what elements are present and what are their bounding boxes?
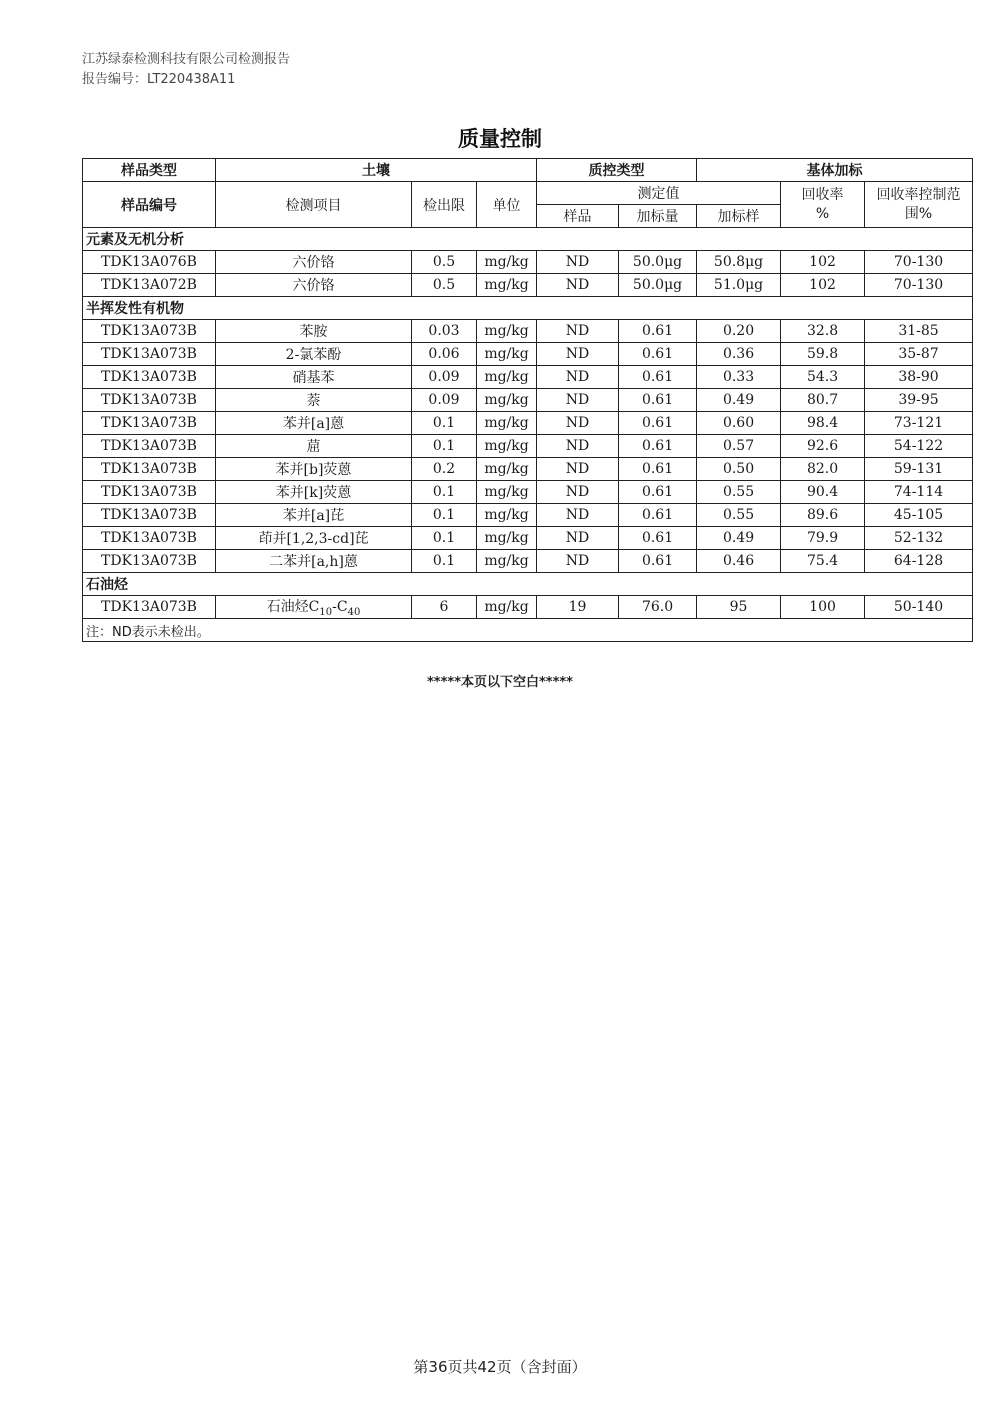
cell-id: TDK13A073B	[83, 320, 216, 343]
cell-id: TDK13A073B	[83, 550, 216, 573]
cell-recovery: 82.0	[781, 458, 865, 481]
cell-item: 苯并[k]荧蒽	[216, 481, 412, 504]
cell-range: 64-128	[865, 550, 973, 573]
cell-spike: 0.61	[619, 481, 697, 504]
cell-recovery: 100	[781, 596, 865, 619]
cell-item: 茚并[1,2,3-cd]芘	[216, 527, 412, 550]
item-dash: -C	[332, 599, 348, 616]
cell-spike: 0.61	[619, 458, 697, 481]
col-measured: 测定值	[537, 182, 781, 205]
cell-spiked: 0.57	[697, 435, 781, 458]
col-recovery	[781, 182, 865, 228]
section-row	[83, 297, 973, 320]
cell-item: 萘	[216, 389, 412, 412]
cell-sample: ND	[537, 274, 619, 297]
cell-unit: mg/kg	[477, 389, 537, 412]
cell-limit: 0.03	[412, 320, 477, 343]
cell-id: TDK13A073B	[83, 504, 216, 527]
cell-range: 38-90	[865, 366, 973, 389]
cell-spike: 76.0	[619, 596, 697, 619]
cell-item	[216, 596, 412, 619]
cell-spike: 0.61	[619, 412, 697, 435]
table-row	[83, 389, 973, 412]
col-sample: 样品	[537, 205, 619, 228]
item-sub2: 40	[347, 606, 361, 618]
cell-spiked: 0.50	[697, 458, 781, 481]
cell-unit: mg/kg	[477, 458, 537, 481]
cell-unit: mg/kg	[477, 527, 537, 550]
cell-range: 73-121	[865, 412, 973, 435]
table-row	[83, 527, 973, 550]
cell-range: 59-131	[865, 458, 973, 481]
cell-recovery: 90.4	[781, 481, 865, 504]
cell-unit: mg/kg	[477, 412, 537, 435]
cell-item: 苯胺	[216, 320, 412, 343]
recovery-label-line1: 回收率	[801, 186, 844, 203]
table-row	[83, 481, 973, 504]
cell-limit: 0.5	[412, 251, 477, 274]
cell-spiked: 51.0μg	[697, 274, 781, 297]
qc-table	[82, 158, 973, 642]
cell-recovery: 89.6	[781, 504, 865, 527]
cell-limit: 0.1	[412, 435, 477, 458]
cell-item: 苯并[b]荧蒽	[216, 458, 412, 481]
section-row	[83, 573, 973, 596]
cell-recovery: 75.4	[781, 550, 865, 573]
cell-item: 苯并[a]芘	[216, 504, 412, 527]
cell-id: TDK13A076B	[83, 251, 216, 274]
page-footer: 第36页共42页（含封面）	[413, 1358, 587, 1376]
cell-item: 二苯并[a,h]蒽	[216, 550, 412, 573]
cell-unit: mg/kg	[477, 274, 537, 297]
item-sub1: 10	[319, 606, 333, 618]
cell-limit: 0.1	[412, 550, 477, 573]
cell-sample: 19	[537, 596, 619, 619]
cell-spike: 0.61	[619, 504, 697, 527]
table-row	[83, 251, 973, 274]
cell-sample: ND	[537, 481, 619, 504]
cell-spike: 0.61	[619, 366, 697, 389]
cell-spiked: 0.49	[697, 527, 781, 550]
cell-sample: ND	[537, 320, 619, 343]
section-title: 元素及无机分析	[83, 228, 973, 251]
cell-sample: ND	[537, 251, 619, 274]
report-header	[82, 50, 290, 90]
col-range	[865, 182, 973, 228]
qc-type-label: 质控类型	[537, 159, 697, 182]
cell-limit: 6	[412, 596, 477, 619]
table-row	[83, 550, 973, 573]
cell-sample: ND	[537, 435, 619, 458]
cell-range: 54-122	[865, 435, 973, 458]
company-line: 江苏绿泰检测科技有限公司检测报告	[82, 52, 291, 67]
item-prefix: 石油烃C	[266, 599, 320, 616]
cell-id: TDK13A073B	[83, 343, 216, 366]
cell-unit: mg/kg	[477, 504, 537, 527]
cell-id: TDK13A072B	[83, 274, 216, 297]
cell-item: 苯并[a]蒽	[216, 412, 412, 435]
table-row	[83, 412, 973, 435]
blank-notice: *****本页以下空白*****	[427, 675, 573, 690]
cell-range: 35-87	[865, 343, 973, 366]
cell-spiked: 0.60	[697, 412, 781, 435]
sample-type-value: 土壤	[216, 159, 537, 182]
section-row	[83, 228, 973, 251]
cell-spike: 0.61	[619, 435, 697, 458]
cell-spiked: 0.49	[697, 389, 781, 412]
table-row	[83, 343, 973, 366]
cell-sample: ND	[537, 343, 619, 366]
cell-limit: 0.09	[412, 389, 477, 412]
range-label-line1: 回收率控制范	[876, 186, 961, 203]
cell-spike: 0.61	[619, 389, 697, 412]
cell-unit: mg/kg	[477, 550, 537, 573]
cell-range: 70-130	[865, 274, 973, 297]
cell-unit: mg/kg	[477, 343, 537, 366]
cell-recovery: 59.8	[781, 343, 865, 366]
cell-unit: mg/kg	[477, 320, 537, 343]
cell-item: 2-氯苯酚	[216, 343, 412, 366]
table-row	[83, 320, 973, 343]
table-row	[83, 596, 973, 619]
cell-unit: mg/kg	[477, 366, 537, 389]
cell-limit: 0.5	[412, 274, 477, 297]
cell-unit: mg/kg	[477, 435, 537, 458]
cell-spiked: 0.36	[697, 343, 781, 366]
cell-item: 䓛	[216, 435, 412, 458]
range-label-line2: 围%	[904, 205, 933, 222]
cell-spiked: 95	[697, 596, 781, 619]
cell-limit: 0.1	[412, 481, 477, 504]
col-spike-amount: 加标量	[619, 205, 697, 228]
cell-item: 六价铬	[216, 251, 412, 274]
section-title: 石油烃	[83, 573, 973, 596]
cell-item: 六价铬	[216, 274, 412, 297]
cell-sample: ND	[537, 389, 619, 412]
cell-id: TDK13A073B	[83, 458, 216, 481]
cell-recovery: 54.3	[781, 366, 865, 389]
cell-recovery: 32.8	[781, 320, 865, 343]
cell-id: TDK13A073B	[83, 435, 216, 458]
cell-spike: 0.61	[619, 320, 697, 343]
cell-recovery: 102	[781, 251, 865, 274]
cell-sample: ND	[537, 366, 619, 389]
header-row-1	[83, 159, 973, 182]
cell-limit: 0.06	[412, 343, 477, 366]
cell-spiked: 0.33	[697, 366, 781, 389]
table-row	[83, 458, 973, 481]
cell-spiked: 0.46	[697, 550, 781, 573]
col-spiked-sample: 加标样	[697, 205, 781, 228]
cell-range: 52-132	[865, 527, 973, 550]
cell-spike: 50.0μg	[619, 251, 697, 274]
cell-limit: 0.1	[412, 527, 477, 550]
cell-range: 39-95	[865, 389, 973, 412]
section-title: 半挥发性有机物	[83, 297, 973, 320]
col-sample-no: 样品编号	[83, 182, 216, 228]
cell-recovery: 92.6	[781, 435, 865, 458]
cell-limit: 0.2	[412, 458, 477, 481]
cell-id: TDK13A073B	[83, 527, 216, 550]
page-title: 质量控制	[458, 127, 542, 151]
cell-sample: ND	[537, 458, 619, 481]
cell-sample: ND	[537, 550, 619, 573]
cell-sample-id: TDK13A073B	[83, 596, 216, 619]
cell-id: TDK13A073B	[83, 366, 216, 389]
recovery-label-line2: %	[815, 205, 830, 222]
cell-range: 50-140	[865, 596, 973, 619]
cell-unit: mg/kg	[477, 251, 537, 274]
cell-spike: 0.61	[619, 550, 697, 573]
table-row	[83, 274, 973, 297]
cell-recovery: 79.9	[781, 527, 865, 550]
sample-type-label: 样品类型	[83, 159, 216, 182]
cell-limit: 0.09	[412, 366, 477, 389]
cell-sample: ND	[537, 412, 619, 435]
cell-spiked: 0.55	[697, 481, 781, 504]
table-row	[83, 435, 973, 458]
header-row-2	[83, 182, 973, 205]
cell-recovery: 98.4	[781, 412, 865, 435]
cell-spike: 0.61	[619, 343, 697, 366]
table-row	[83, 366, 973, 389]
cell-range: 31-85	[865, 320, 973, 343]
col-item: 检测项目	[216, 182, 412, 228]
cell-id: TDK13A073B	[83, 389, 216, 412]
cell-range: 45-105	[865, 504, 973, 527]
cell-limit: 0.1	[412, 412, 477, 435]
cell-unit: mg/kg	[477, 596, 537, 619]
table-note: 注：ND表示未检出。	[83, 619, 973, 642]
cell-spiked: 0.20	[697, 320, 781, 343]
cell-recovery: 80.7	[781, 389, 865, 412]
cell-id: TDK13A073B	[83, 412, 216, 435]
report-number: 报告编号：LT220438A11	[82, 72, 236, 87]
cell-id: TDK13A073B	[83, 481, 216, 504]
cell-spike: 50.0μg	[619, 274, 697, 297]
cell-sample: ND	[537, 504, 619, 527]
note-row	[83, 619, 973, 642]
table-row	[83, 504, 973, 527]
qc-type-value: 基体加标	[697, 159, 973, 182]
col-detection-limit: 检出限	[412, 182, 477, 228]
cell-limit: 0.1	[412, 504, 477, 527]
col-unit: 单位	[477, 182, 537, 228]
cell-recovery: 102	[781, 274, 865, 297]
cell-unit: mg/kg	[477, 481, 537, 504]
cell-range: 70-130	[865, 251, 973, 274]
cell-spiked: 0.55	[697, 504, 781, 527]
cell-spike: 0.61	[619, 527, 697, 550]
cell-sample: ND	[537, 527, 619, 550]
cell-item: 硝基苯	[216, 366, 412, 389]
cell-range: 74-114	[865, 481, 973, 504]
cell-spiked: 50.8μg	[697, 251, 781, 274]
